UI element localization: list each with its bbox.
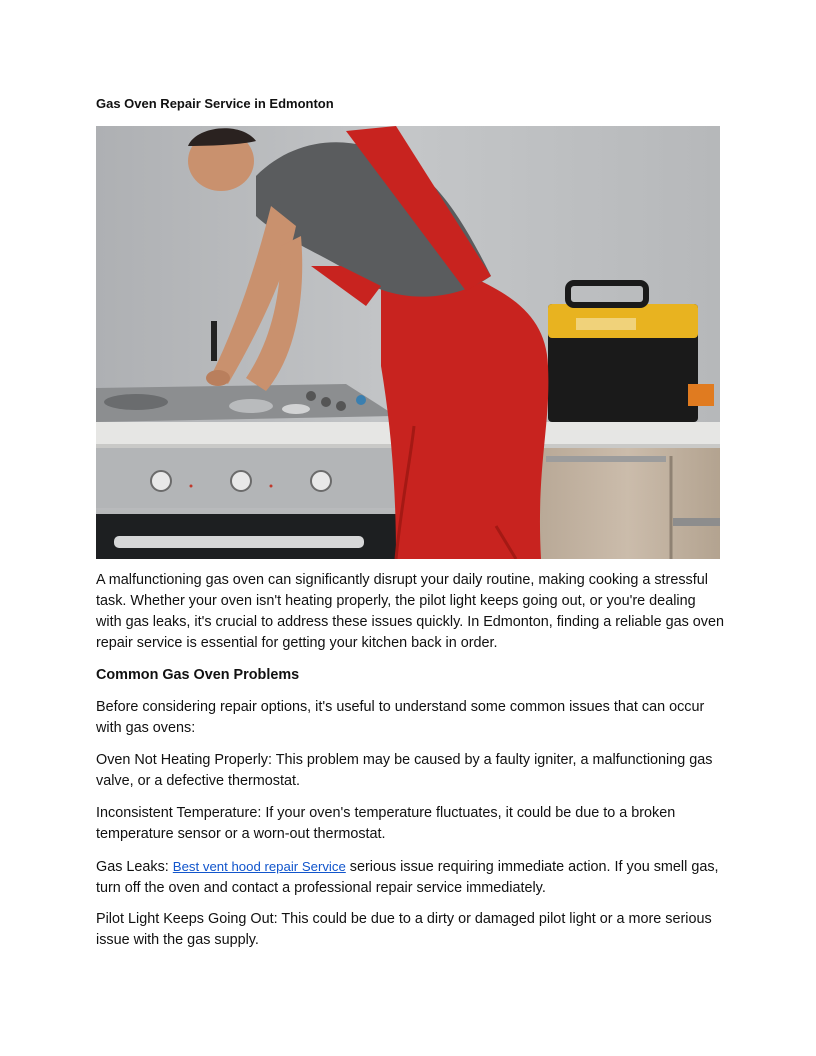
hero-image-technician-repairing-stove	[96, 126, 720, 559]
problem-paragraph-gas-leaks	[96, 856, 724, 899]
section-heading: Common Gas Oven Problems	[96, 667, 300, 683]
vent-hood-repair-link[interactable]: Best vent hood repair Service	[172, 859, 346, 874]
problem-paragraph-pilot-light: Pilot Light Keeps Going Out: This could be due to a dirty or damaged pilot light or a more serious issue with the gas supply.	[96, 911, 712, 948]
gas-leaks-prefix: Gas Leaks:	[96, 859, 173, 875]
intro-paragraph: A malfunctioning gas oven can significantly disrupt your daily routine, making cooking a stressful task. Whether your oven isn't heating properly, the pilot light keeps going out, or you're dealing with gas leaks, it's crucial to address these issues quickly. In Edmonton, finding a reliable gas oven repair service is essential for getting your kitchen back in order.	[96, 572, 725, 651]
gas-leaks-suffix: serious issue requiring immediate action. If you smell gas, turn off the oven and contact a professional repair service immediately.	[96, 859, 719, 896]
problem-paragraph-not-heating: Oven Not Heating Properly: This problem may be caused by a faulty igniter, a malfunctioning gas valve, or a defective thermostat.	[96, 752, 713, 789]
problem-paragraph-inconsistent-temperature: Inconsistent Temperature: If your oven's temperature fluctuates, it could be due to a broken temperature sensor or a worn-out thermostat.	[96, 805, 676, 842]
section-intro-paragraph: Before considering repair options, it's useful to understand some common issues that can occur with gas ovens:	[96, 699, 705, 736]
document-title: Gas Oven Repair Service in Edmonton	[96, 96, 334, 111]
